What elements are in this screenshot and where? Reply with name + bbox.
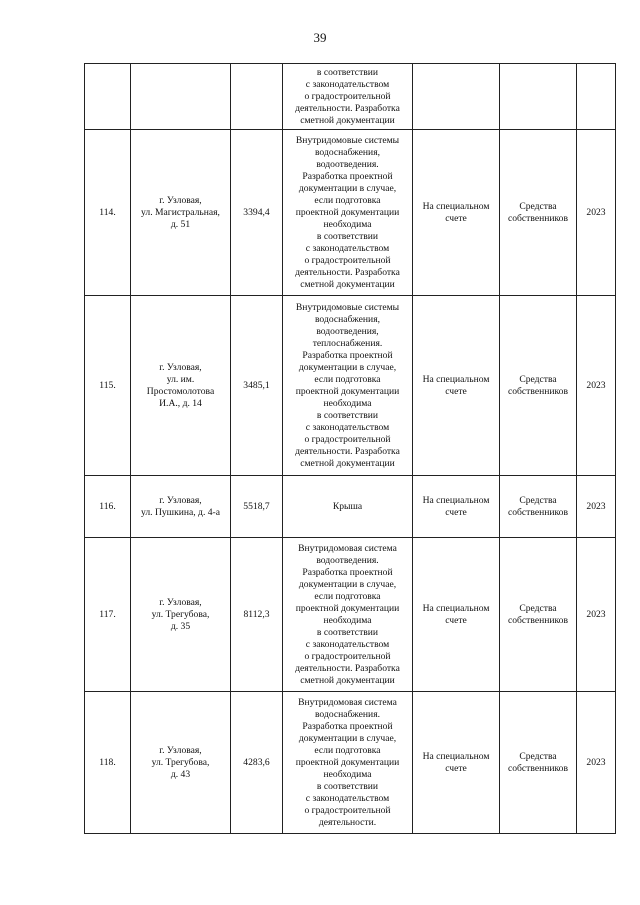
year-cell [577, 64, 616, 130]
table-row [85, 130, 616, 296]
account-cell: На специальном счете [413, 692, 500, 834]
year-cell: 2023 [577, 476, 616, 538]
area-cell: 3485,1 [231, 296, 283, 476]
funding-source-cell: Средства собственников [500, 692, 577, 834]
row-number: 115. [85, 296, 131, 476]
area-cell: 8112,3 [231, 538, 283, 692]
row-number: 114. [85, 130, 131, 296]
area-cell [231, 64, 283, 130]
account-cell: На специальном счете [413, 296, 500, 476]
area-cell: 5518,7 [231, 476, 283, 538]
address-cell: г. Узловая, ул. Магистральная, д. 51 [131, 130, 231, 296]
row-number [85, 64, 131, 130]
funding-source-cell: Средства собственников [500, 538, 577, 692]
address-cell: г. Узловая, ул. Пушкина, д. 4-а [131, 476, 231, 538]
address-cell: г. Узловая, ул. им. Простомолотова И.А., д. 14 [131, 296, 231, 476]
funding-source-cell: Средства собственников [500, 296, 577, 476]
row-number: 118. [85, 692, 131, 834]
page-number: 39 [313, 30, 327, 45]
account-cell: На специальном счете [413, 130, 500, 296]
work-type-cell: в соответствии с законодательством о градостроительной деятельности. Разработка сметной документации [283, 64, 413, 130]
table-row [85, 64, 616, 130]
year-cell: 2023 [577, 296, 616, 476]
funding-source-cell: Средства собственников [500, 130, 577, 296]
table-row [85, 476, 616, 538]
year-cell: 2023 [577, 692, 616, 834]
table-row [85, 538, 616, 692]
year-cell: 2023 [577, 538, 616, 692]
row-number: 116. [85, 476, 131, 538]
area-cell: 4283,6 [231, 692, 283, 834]
account-cell [413, 64, 500, 130]
area-cell: 3394,4 [231, 130, 283, 296]
work-type-cell: Внутридомовые системы водоснабжения, водоотведения, теплоснабжения. Разработка проектной документации в случае, если подготовка проектной документации необходима в соответствии с законодательством о градостроительной деятельности. Разработка сметной документации [283, 296, 413, 476]
work-type-cell: Крыша [283, 476, 413, 538]
address-cell [131, 64, 231, 130]
repair-program-table [84, 63, 616, 834]
work-type-cell: Внутридомовая система водоотведения. Разработка проектной документации в случае, если подготовка проектной документации необходима в соответствии с законодательством о градостроительной деятельности. Разработка сметной документации [283, 538, 413, 692]
work-type-cell: Внутридомовая система водоснабжения. Разработка проектной документации в случае, если подготовка проектной документации необходима в соответствии с законодательством о градостроительной деятельности. [283, 692, 413, 834]
year-cell: 2023 [577, 130, 616, 296]
account-cell: На специальном счете [413, 476, 500, 538]
work-type-cell: Внутридомовые системы водоснабжения, водоотведения. Разработка проектной документации в случае, если подготовка проектной документации необходима в соответствии с законодательством о градостроительной деятельности. Разработка сметной документации [283, 130, 413, 296]
table-row [85, 296, 616, 476]
funding-source-cell [500, 64, 577, 130]
address-cell: г. Узловая, ул. Трегубова, д. 43 [131, 692, 231, 834]
table-row [85, 692, 616, 834]
account-cell: На специальном счете [413, 538, 500, 692]
row-number: 117. [85, 538, 131, 692]
address-cell: г. Узловая, ул. Трегубова, д. 35 [131, 538, 231, 692]
funding-source-cell: Средства собственников [500, 476, 577, 538]
